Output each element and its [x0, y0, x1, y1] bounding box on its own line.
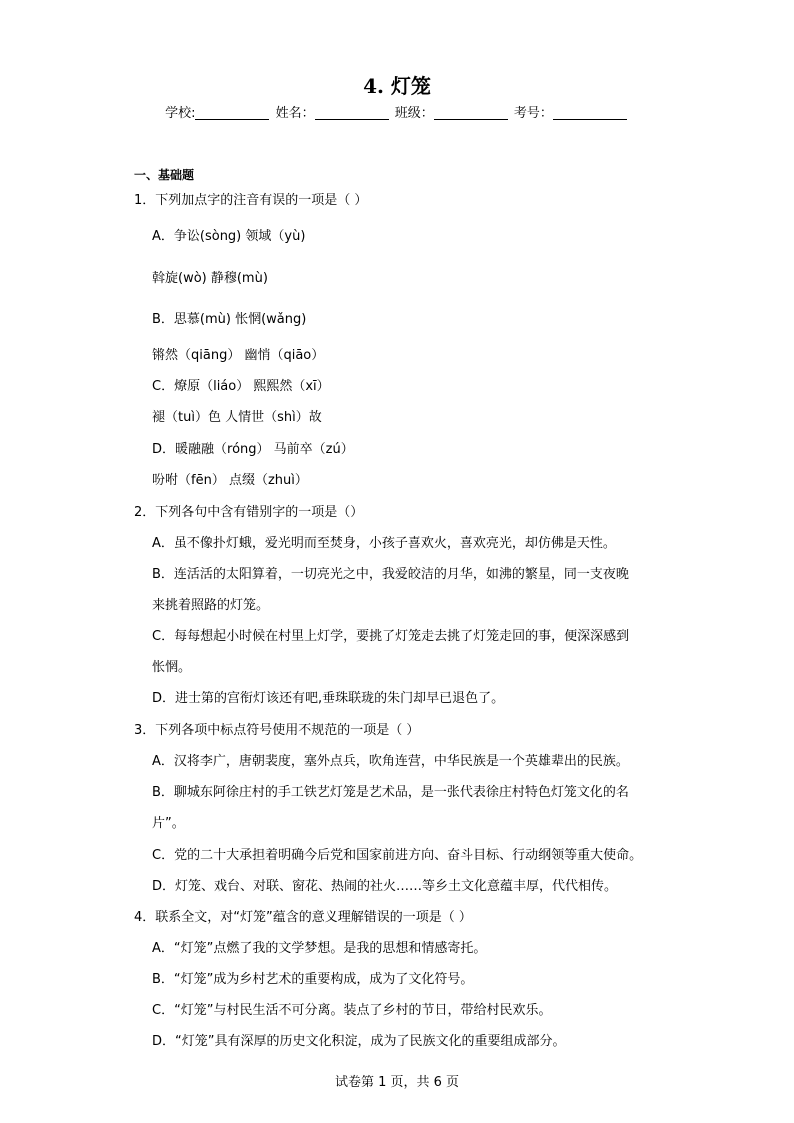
class-label: 班级：: [394, 106, 434, 121]
question-1-option-d-cont: 吩咐（fēn） 点缀（zhuì）: [152, 473, 308, 488]
question-4-option-c: C．“灯笼”与村民生活不可分离。装点了乡村的节日，带给村民欢乐。: [152, 1003, 552, 1018]
question-2-option-c: C．每每想起小时候在村里上灯学，要挑了灯笼走去挑了灯笼走回的事，便深深感到: [152, 629, 630, 644]
name-label: 姓名：: [275, 106, 315, 121]
question-4-option-b: B．“灯笼”成为乡村艺术的重要构成，成为了文化符号。: [152, 972, 474, 987]
question-1-option-c: C．燎原（liáo） 熙熙然（xī）: [152, 379, 330, 394]
question-3-option-b: B．聊城东阿徐庄村的手工铁艺灯笼是艺术品，是一张代表徐庄村特色灯笼文化的名: [152, 785, 629, 800]
question-2-stem: 2．下列各句中含有错别字的一项是（）: [134, 505, 364, 520]
question-1-stem: 1．下列加点字的注音有误的一项是（ ）: [134, 193, 368, 208]
page-footer: 试卷第 1 页，共 6 页: [334, 1075, 460, 1090]
name-blank[interactable]: [315, 105, 389, 120]
school-blank[interactable]: [195, 105, 269, 120]
question-1-option-c-cont: 褪（tuì）色 人情世（shì）故: [152, 410, 322, 425]
question-1-option-b-cont: 锵然（qiāng） 幽悄（qiāo）: [152, 348, 325, 363]
question-3-option-d: D．灯笼、戏台、对联、窗花、热闹的社火……等乡土文化意蕴丰厚，代代相传。: [152, 879, 618, 894]
exam-number-label: 考号：: [513, 106, 553, 121]
question-2-option-c-cont: 怅惘。: [152, 660, 192, 675]
question-1-option-d: D．暖融融（róng） 马前卒（zú）: [152, 442, 354, 457]
student-info-row: [0, 102, 794, 121]
question-3-option-c: C．党的二十大承担着明确今后党和国家前进方向、奋斗目标、行动纲领等重大使命。: [152, 848, 643, 863]
question-2-option-a: A．虽不像扑灯蛾，爱光明而至焚身，小孩子喜欢火，喜欢亮光，却仿佛是天性。: [152, 536, 616, 551]
school-label: 学校:: [165, 106, 196, 121]
page-title: 4. 灯笼: [363, 74, 431, 98]
exam-number-blank[interactable]: [553, 105, 627, 120]
question-1-option-a-cont: 斡旋(wò) 静穆(mù): [152, 271, 268, 286]
question-1-option-a: A．争讼(sòng) 领域（yù): [152, 229, 306, 244]
question-1-option-b: B．思慕(mù) 怅惘(wǎng): [152, 312, 307, 327]
question-3-option-a: A．汉将李广，唐朝裴度，塞外点兵，吹角连营，中华民族是一个英雄辈出的民族。: [152, 754, 629, 769]
class-blank[interactable]: [434, 105, 508, 120]
question-3-stem: 3．下列各项中标点符号使用不规范的一项是（ ）: [134, 723, 420, 738]
question-4-stem: 4．联系全文，对“灯笼”蕴含的意义理解错误的一项是（ ）: [134, 910, 472, 925]
question-2-option-b-cont: 来挑着照路的灯笼。: [152, 598, 270, 613]
question-3-option-b-cont: 片”。: [152, 816, 185, 831]
question-4-option-d: D．“灯笼”具有深厚的历史文化积淀，成为了民族文化的重要组成部分。: [152, 1034, 566, 1049]
section-heading: 一、基础题: [134, 168, 195, 182]
question-2-option-b: B．连活活的太阳算着，一切亮光之中，我爱皎洁的月华，如沸的繁星，同一支夜晚: [152, 567, 629, 582]
question-2-option-d: D．进士第的宫衔灯该还有吧,垂珠联珑的朱门却早已退色了。: [152, 691, 505, 706]
question-4-option-a: A．“灯笼”点燃了我的文学梦想。是我的思想和情感寄托。: [152, 941, 487, 956]
